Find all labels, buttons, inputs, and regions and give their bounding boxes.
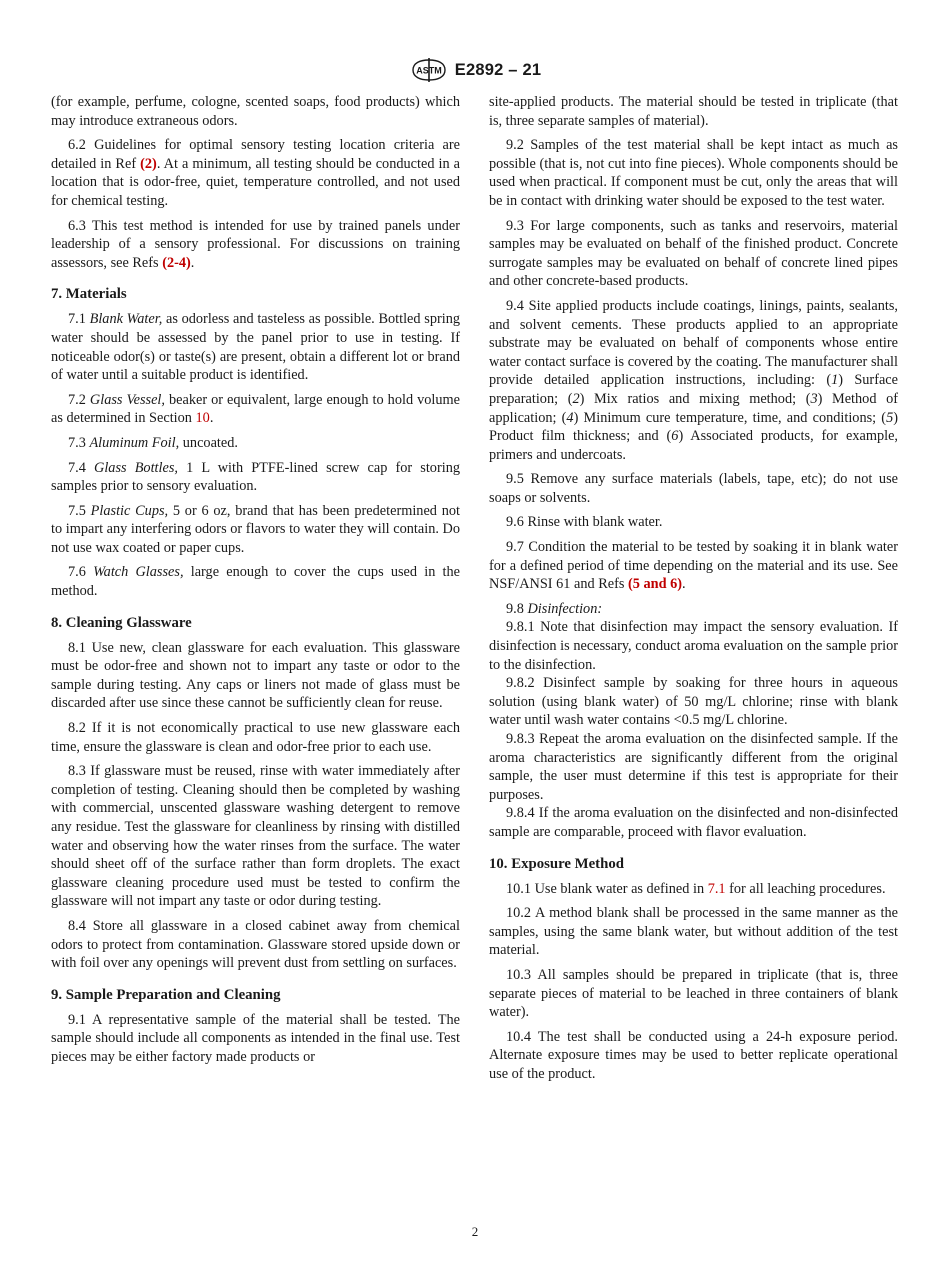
paragraph-7-4: 7.4 Glass Bottles, 1 L with PTFE-lined screw cap for storing samples prior to sensory evaluation. bbox=[51, 459, 460, 495]
page-header bbox=[0, 58, 950, 82]
page-number: 2 bbox=[471, 1224, 479, 1239]
paragraph-9-8-4: 9.8.4 If the aroma evaluation on the disinfected and non-disinfected sample are comparable, proceed with flavor evaluation. bbox=[489, 805, 898, 840]
section-heading-exposure-method: 10. Exposure Method bbox=[489, 855, 624, 872]
left-column bbox=[51, 93, 460, 1073]
paragraph-9-8-1: 9.8.1 Note that disinfection may impact the sensory evaluation. If disinfection is necessary, conduct aroma evaluation on the sample prior to the disinfection. bbox=[489, 619, 898, 673]
paragraph-6-3: 6.3 This test method is intended for use by trained panels under leadership of a sensory professional. For discussions on training assessors, see Refs (2-4). bbox=[51, 217, 460, 271]
paragraph-9-6: 9.6 Rinse with blank water. bbox=[506, 514, 663, 531]
right-column bbox=[489, 93, 898, 1090]
paragraph-7-1: 7.1 Blank Water, as odorless and tasteless as possible. Bottled spring water should be assessed by the panel prior to use in testing. If noticeable odor(s) or taste(s) are present, obtain a different lot or brand of water until a suitable product is identified. bbox=[51, 311, 460, 384]
paragraph-10-4: 10.4 The test shall be conducted using a 24-h exposure period. Alternate exposure times may be used to better replicate operational use of the product. bbox=[489, 1028, 898, 1082]
reference-link-2[interactable]: 2 bbox=[144, 155, 153, 172]
paragraph-7-5: 7.5 Plastic Cups, 5 or 6 oz, brand that has been predetermined not to impart any interfering odors or flavors to water they will contain. Do not use wax coated or paper cups. bbox=[51, 502, 460, 556]
paragraph-10-2: 10.2 A method blank shall be processed in the same manner as the samples, using the same blank water, but without addition of the test material. bbox=[489, 905, 898, 959]
logo-text: ASTM bbox=[416, 65, 442, 76]
paragraph-6-2: 6.2 Guidelines for optimal sensory testing location criteria are detailed in Ref (2). At a minimum, all testing should be conducted in a location that is odor-free, quiet, temperature controlled, and not used for chemical testing. bbox=[51, 137, 460, 209]
paragraph-8-2: 8.2 If it is not economically practical to use new glassware each time, ensure the glassware is clean and odor-free prior to each use. bbox=[51, 720, 460, 755]
paragraph-9-2: 9.2 Samples of the test material shall be kept intact as much as possible (that is, not cut into fine pieces). Whole components should be used when practical. If component must be cut, only the areas that will be in contact with drinking water should be exposed to the test water. bbox=[489, 137, 898, 209]
reference-link-5-6[interactable]: (5 and 6) bbox=[628, 576, 683, 593]
section-link-7-1[interactable]: 7.1 bbox=[707, 880, 726, 897]
paragraph-7-3: 7.3 Aluminum Foil, uncoated. bbox=[68, 434, 238, 451]
paragraph-9-1: 9.1 A representative sample of the material shall be tested. The sample should include all components as intended in the final use. Test pieces may be either factory made products or bbox=[51, 1011, 460, 1065]
paragraph-8-3: 8.3 If glassware must be reused, rinse with water immediately after completion of testing. Cleaning should then be completed by washing with commercial, unscented glassware washing detergent to remove any residue. Test the glassware for cleanliness by rinsing with distilled water and observing how the water rinses from the surface. The water should sheet off of the surface rather than form droplets. The exact glassware cleaning procedure used must be tested to confirm the glassware will not impart any taste or odor during testing. bbox=[51, 763, 460, 910]
paragraph-9-4: 9.4 Site applied products include coatings, linings, paints, sealants, and solvent cements. These products applied to an appropriate substrate may be evaluated on behalf of components whose entire water contact surface is covered by the coating. The manufacturer shall provide detailed application instructions, including: (1) Surface preparation; (2) Mix ratios and mixing method; (3) Method of application; (4) Minimum cure temperature, time, and conditions; (5) Product film thickness; and (6) Associated products, for example, primers and undercoats. bbox=[489, 297, 899, 463]
paragraph-9-8: 9.8 Disinfection: bbox=[506, 600, 603, 617]
reference-link-2-4[interactable]: (2-4) bbox=[162, 254, 191, 271]
document-id: E2892 – 21 bbox=[454, 60, 542, 79]
paragraph-9-8-3: 9.8.3 Repeat the aroma evaluation on the disinfected sample. If the aroma characteristics are significantly different from the original sample, the user must determine if this test is appropriate for their purposes. bbox=[489, 731, 898, 803]
paragraph-10-1: 10.1 Use blank water as defined in 7.1 for all leaching procedures. bbox=[506, 880, 886, 897]
paragraph-9-3: 9.3 For large components, such as tanks and reservoirs, material samples may be evaluated on behalf of the finished product. Concrete surrogate samples may be evaluated on behalf of concrete lined pipes and other concrete-based products. bbox=[489, 217, 898, 290]
paragraph-9-8-2: 9.8.2 Disinfect sample by soaking for three hours in aqueous solution (using blank water) of 50 mg/L chlorine; rinse with blank water until wash water contains <0.5 mg/L chlorine. bbox=[489, 675, 898, 729]
paragraph-9-5: 9.5 Remove any surface materials (labels, tape, etc); do not use soaps or solvents. bbox=[489, 471, 898, 506]
paragraph-7-6: 7.6 Watch Glasses, large enough to cover the cups used in the method. bbox=[51, 564, 461, 600]
paragraph-9-7: 9.7 Condition the material to be tested by soaking it in blank water for a defined period of time depending on the material and its use. See NSF/ANSI 61 and Refs (5 and 6). bbox=[489, 539, 898, 593]
paragraph-7-2: 7.2 Glass Vessel, beaker or equivalent, large enough to hold volume as determined in Section 10. bbox=[51, 391, 460, 427]
paragraph-6-1-continued: (for example, perfume, cologne, scented soaps, food products) which may introduce extraneous odors. bbox=[51, 94, 460, 129]
section-heading-cleaning-glassware: 8. Cleaning Glassware bbox=[51, 614, 192, 631]
paragraph-10-3: 10.3 All samples should be prepared in triplicate (that is, three separate pieces of material to be leached in three containers of blank water). bbox=[489, 966, 898, 1021]
astm-logo-icon bbox=[409, 58, 449, 82]
paragraph-8-1: 8.1 Use new, clean glassware for each evaluation. This glassware must be odor-free and shown not to impart any taste or odor to the sample during testing. Any caps or liners not made of glass must be discarded after use since these cannot be sufficiently clean for reuse. bbox=[51, 639, 460, 712]
section-heading-sample-preparation: 9. Sample Preparation and Cleaning bbox=[51, 986, 281, 1003]
paragraph-8-4: 8.4 Store all glassware in a closed cabinet away from chemical odors to protect from contamination. Glassware stored upside down or with foil over any openings will prevent dust from settling on surfaces. bbox=[51, 917, 460, 972]
section-heading-materials: 7. Materials bbox=[51, 286, 127, 303]
section-link-10[interactable]: 10 bbox=[195, 410, 210, 427]
paragraph-9-1-continued: site-applied products. The material should be tested in triplicate (that is, three separate samples of material). bbox=[489, 94, 898, 129]
